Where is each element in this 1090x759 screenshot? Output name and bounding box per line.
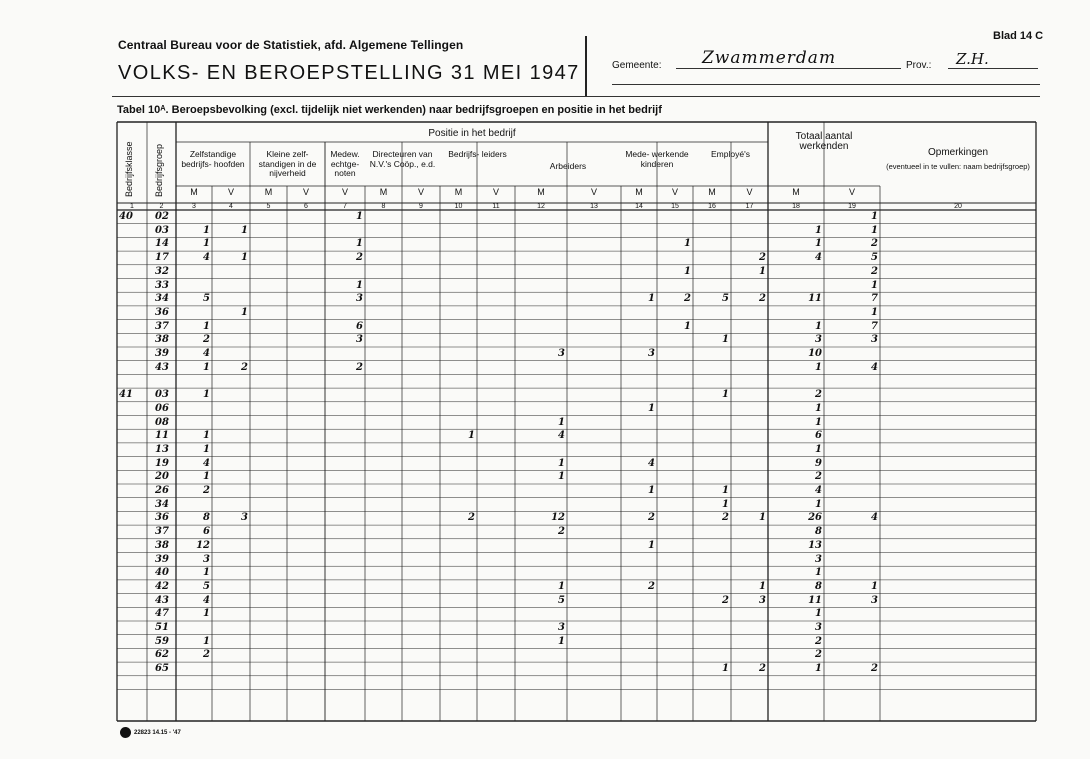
table-cell: 11 [808, 293, 822, 305]
column-number: 10 [454, 203, 463, 210]
table-cell: 12 [551, 512, 565, 524]
table-cell: 1 [815, 567, 822, 579]
column-number: 16 [708, 203, 716, 210]
column-number: 17 [745, 203, 754, 210]
table-cell: 3 [558, 348, 565, 359]
column-number: 5 [266, 203, 271, 210]
column-number: 2 [159, 203, 164, 210]
table-cell: 1 [558, 635, 565, 647]
table-cell: 1 [815, 443, 822, 455]
table-cell: 1 [815, 402, 822, 414]
table-cell: 11 [808, 594, 822, 606]
mv-label: M [635, 187, 643, 197]
table-cell: 3 [815, 334, 822, 346]
bedrijfsgroep-value: 03 [155, 224, 169, 236]
bedrijfsgroep-value: 34 [155, 498, 169, 510]
table-cell: 7 [871, 293, 878, 305]
mv-label: M [379, 187, 388, 197]
table-cell: 2 [722, 512, 729, 524]
column-number: 20 [954, 203, 962, 210]
table-cell: 1 [722, 389, 729, 401]
column-number: 1 [130, 203, 134, 210]
mv-label: M [264, 187, 273, 197]
table-cell: 3 [815, 622, 822, 633]
bedrijfsgroep-value: 39 [155, 553, 169, 565]
bedrijfsgroep-value: 06 [155, 402, 169, 414]
bedrijfsgroep-value: 08 [155, 416, 169, 428]
table-cell: 1 [722, 485, 729, 496]
bedrijfsgroep-value: 51 [155, 622, 169, 633]
table-cell: 1 [558, 457, 565, 469]
bedrijfsgroep-value: 34 [155, 293, 169, 305]
column-number: 7 [343, 203, 347, 210]
table-cell: 1 [241, 252, 248, 264]
mv-label: V [671, 187, 678, 197]
table-number: Tabel 10ᴬ. [117, 104, 169, 116]
table-cell: 1 [815, 320, 822, 332]
table-cell: 4 [815, 485, 822, 496]
table-cell: 7 [871, 320, 878, 332]
table-cell: 1 [648, 539, 655, 551]
footer [120, 727, 181, 738]
table-cell: 1 [871, 224, 878, 236]
table-cell: 1 [558, 580, 565, 592]
table-cell: 2 [356, 252, 363, 264]
table-cell: 1 [815, 416, 822, 428]
table-cell: 4 [203, 348, 210, 359]
table-cell: 1 [203, 635, 210, 647]
bedrijfsgroep-value: 19 [155, 457, 169, 469]
table-cell: 1 [203, 389, 210, 401]
table-cell: 3 [356, 293, 363, 305]
table-cell: 6 [203, 526, 210, 538]
table-cell: 2 [356, 361, 363, 373]
bedrijfsgroep-value: 33 [155, 279, 169, 291]
bedrijfsgroep-value: 43 [155, 594, 169, 606]
table-cell: 1 [871, 279, 878, 291]
mv-label: V [341, 187, 348, 197]
group-header: Zelfstandige bedrijfs- hoofden [181, 149, 245, 169]
mv-label: V [746, 187, 753, 197]
table-cell: 1 [203, 361, 210, 373]
table-cell: 1 [759, 580, 766, 592]
table-cell: 4 [558, 430, 565, 442]
table-cell: 3 [356, 334, 363, 346]
table-cell: 5 [558, 594, 565, 606]
table-cell: 2 [648, 580, 655, 592]
opmerkingen-header: Opmerkingen [927, 147, 989, 158]
table-cell: 8 [815, 580, 822, 592]
bedrijfsgroep-value: 38 [155, 334, 169, 346]
table-subtitle: Beroepsbevolking (excl. tijdelijk niet werkenden) naar bedrijfsgroepen en positie in het bedrijf [171, 104, 662, 116]
table-cell: 5 [722, 293, 729, 305]
column-number: 19 [848, 203, 856, 210]
seal-icon [120, 727, 131, 738]
agency-name: Centraal Bureau voor de Statistiek, afd. Algemene Tellingen [118, 38, 464, 52]
bedrijfsgroep-value: 11 [155, 430, 169, 442]
column-number: 4 [229, 203, 233, 210]
table-cell: 1 [815, 224, 822, 236]
table-cell: 3 [648, 348, 655, 359]
bedrijfsklasse-value: 40 [119, 211, 133, 222]
column-number: 14 [635, 203, 643, 210]
mv-label: M [708, 187, 716, 197]
table-cell: 1 [722, 498, 729, 510]
table-cell: 4 [648, 457, 655, 469]
bedrijfsgroep-value: 26 [155, 485, 169, 496]
bedrijfsgroep-value: 36 [155, 512, 169, 524]
table-cell: 3 [815, 553, 822, 565]
column-number: 6 [304, 203, 308, 210]
table-cell: 5 [871, 252, 878, 264]
mv-label: V [492, 187, 499, 197]
bedrijfsgroep-value: 32 [155, 265, 169, 277]
group-header: Medew. echtge- noten [330, 149, 360, 178]
table-cell: 2 [468, 512, 475, 524]
table-cell: 1 [759, 265, 766, 277]
province-label: Prov.: [906, 60, 932, 71]
bedrijfsgroep-value: 20 [155, 471, 169, 483]
table-cell: 1 [722, 663, 729, 675]
column-number: 8 [381, 203, 386, 210]
table-cell: 3 [241, 512, 248, 524]
table-cell: 4 [871, 361, 878, 373]
table-cell: 1 [815, 498, 822, 510]
bedrijfsgroep-value: 14 [155, 238, 169, 250]
bedrijfsgroep-value: 47 [155, 608, 169, 620]
province-value: Z.H. [956, 50, 989, 68]
group-header: Kleine zelf- standigen in de nijverheid [258, 149, 317, 178]
column-number: 11 [492, 203, 500, 210]
table-cell: 2 [203, 334, 210, 346]
table-cell: 2 [241, 361, 248, 373]
table-cell: 2 [203, 485, 210, 496]
mv-label: V [227, 187, 234, 197]
column-number: 3 [192, 203, 196, 210]
table-cell: 1 [468, 430, 475, 442]
group-header: Mede- werkende kinderen [625, 149, 689, 169]
table-cell: 3 [871, 594, 878, 606]
table-cell: 1 [759, 512, 766, 524]
table-cell: 1 [203, 320, 210, 332]
table-cell: 3 [558, 622, 565, 633]
table-cell: 1 [648, 402, 655, 414]
table-cell: 3 [759, 594, 766, 606]
table-cell: 4 [203, 457, 210, 469]
table-cell: 2 [684, 293, 691, 305]
table-cell: 1 [203, 471, 210, 483]
table-cell: 1 [558, 471, 565, 483]
table-cell: 3 [871, 334, 878, 346]
totaal-header: Totaal aantal werkenden [795, 131, 853, 152]
table-cell: 1 [684, 238, 691, 250]
table-cell: 2 [558, 526, 565, 538]
table-cell: 1 [558, 416, 565, 428]
gemeente-label: Gemeente: [612, 60, 662, 71]
bedrijfsgroep-value: 43 [155, 361, 169, 373]
table-cell: 2 [815, 635, 822, 647]
table-cell: 2 [648, 512, 655, 524]
bedrijfsgroep-value: 65 [155, 663, 169, 675]
table-cell: 2 [759, 252, 766, 264]
form-title: VOLKS- EN BEROEPSTELLING 31 MEI 1947 [118, 62, 580, 84]
group-header: Arbeiders [549, 161, 587, 171]
column-number: 13 [590, 203, 598, 210]
table-cell: 2 [759, 293, 766, 305]
table-cell: 1 [684, 265, 691, 277]
bedrijfsgroep-value: 38 [155, 539, 169, 551]
bedrijfsgroep-header: Bedrijfsgroep [154, 143, 164, 197]
table-cell: 2 [871, 238, 878, 250]
mv-label: M [537, 187, 545, 197]
table-cell: 5 [203, 293, 210, 305]
table-cell: 1 [203, 430, 210, 442]
sheet-number: Blad 14 C [993, 30, 1044, 42]
table-cell: 1 [815, 663, 822, 675]
table-cell: 1 [871, 580, 878, 592]
group-header: Directeuren van N.V.'s Coöp., e.d. [369, 149, 436, 169]
bedrijfsgroep-value: 59 [155, 635, 169, 647]
table-cell: 3 [203, 553, 210, 565]
table-cell: 1 [722, 334, 729, 346]
table-cell: 5 [203, 580, 210, 592]
table-cell: 1 [684, 320, 691, 332]
mv-label: V [590, 187, 597, 197]
table-cell: 2 [871, 663, 878, 675]
table-cell: 13 [808, 539, 822, 551]
opmerkingen-note: (eventueel in te vullen: naam bedrijfsgroep) [886, 162, 1030, 171]
table-cell: 6 [356, 320, 363, 332]
table-cell: 1 [648, 485, 655, 496]
column-number: 15 [671, 203, 679, 210]
table-cell: 4 [871, 512, 878, 524]
bedrijfsgroep-value: 40 [155, 567, 169, 579]
column-number: 9 [419, 203, 423, 210]
bedrijfsgroep-value: 17 [155, 252, 169, 264]
table-cell: 1 [648, 293, 655, 305]
bedrijfsgroep-value: 03 [155, 389, 169, 401]
table-cell: 4 [203, 252, 210, 264]
bedrijfsgroep-value: 62 [155, 649, 169, 661]
table-cell: 4 [203, 594, 210, 606]
mv-label: V [848, 187, 855, 197]
table-cell: 2 [815, 649, 822, 661]
column-number: 18 [792, 203, 800, 210]
bedrijfsgroep-value: 37 [155, 526, 169, 538]
table-cell: 1 [871, 306, 878, 318]
table-cell: 1 [871, 211, 878, 222]
table-cell: 1 [356, 238, 363, 250]
table-cell: 2 [871, 265, 878, 277]
table-cell: 8 [815, 526, 822, 538]
bedrijfsgroep-value: 36 [155, 306, 169, 318]
table-cell: 1 [241, 306, 248, 318]
positie-header: Positie in het bedrijf [428, 128, 516, 139]
mv-label: V [417, 187, 424, 197]
bedrijfsgroep-value: 42 [155, 580, 169, 592]
bedrijfsgroep-value: 13 [155, 443, 169, 455]
table-cell: 2 [722, 594, 729, 606]
table-cell: 1 [203, 224, 210, 236]
table-cell: 2 [815, 471, 822, 483]
column-number: 12 [537, 203, 545, 210]
table-cell: 1 [241, 224, 248, 236]
group-header: Employé's [711, 149, 750, 159]
bedrijfsgroep-value: 02 [155, 211, 169, 222]
table-cell: 1 [203, 443, 210, 455]
mv-label: M [190, 187, 198, 197]
bedrijfsgroep-value: 39 [155, 348, 169, 359]
table-cell: 2 [203, 649, 210, 661]
mv-label: V [302, 187, 309, 197]
mv-label: M [454, 187, 463, 197]
gemeente-value: Zwammerdam [702, 48, 837, 68]
table-cell: 2 [815, 389, 822, 401]
table-cell: 10 [808, 348, 822, 359]
mv-label: M [792, 187, 800, 197]
table-cell: 12 [196, 539, 210, 551]
bedrijfsgroep-value: 37 [155, 320, 169, 332]
table-cell: 1 [356, 279, 363, 291]
table-cell: 1 [203, 608, 210, 620]
table-cell: 8 [203, 512, 210, 524]
table-cell: 1 [203, 238, 210, 250]
table-cell: 1 [203, 567, 210, 579]
table-cell: 4 [815, 252, 822, 264]
table-cell: 2 [759, 663, 766, 675]
group-header: Bedrijfs- leiders [448, 149, 507, 159]
table-cell: 9 [815, 457, 822, 469]
table-cell: 1 [356, 211, 363, 222]
print-code: 22823 14.15 - '47 [134, 729, 181, 736]
table-cell: 1 [815, 608, 822, 620]
bedrijfsklasse-value: 41 [119, 389, 133, 401]
table-cell: 6 [815, 430, 822, 442]
table-cell: 1 [815, 361, 822, 373]
bedrijfsklasse-header: Bedrijfsklasse [124, 141, 134, 197]
table-cell: 26 [808, 512, 822, 524]
table-cell: 1 [815, 238, 822, 250]
